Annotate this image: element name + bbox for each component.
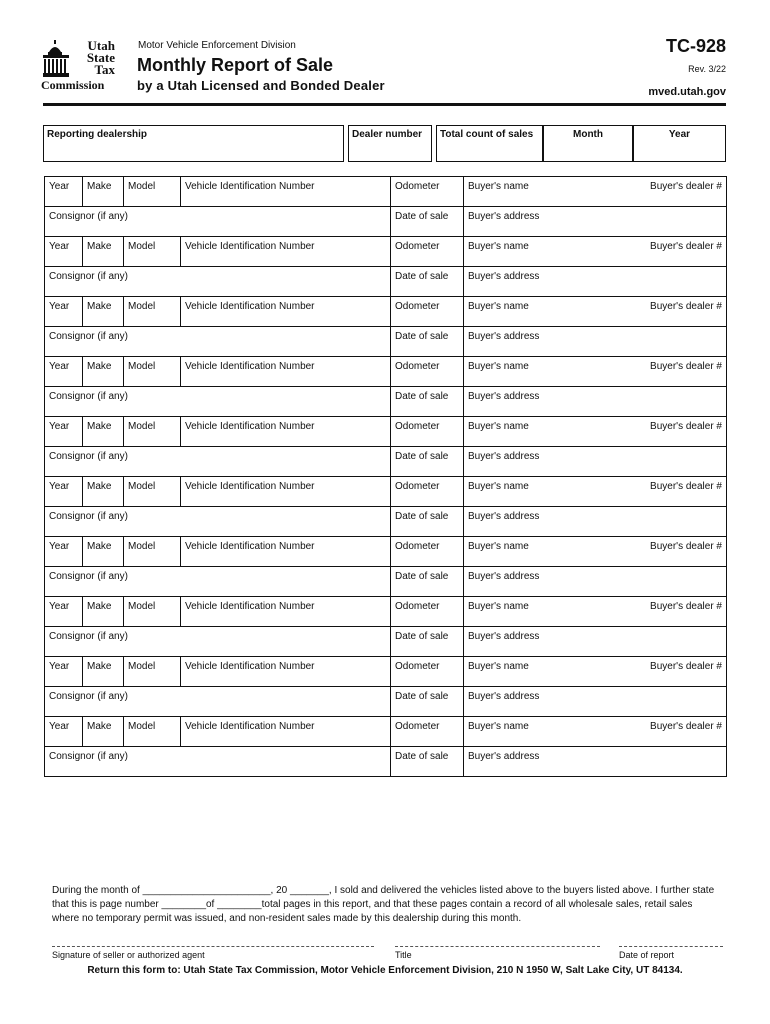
- year-cell-label: Year: [49, 241, 70, 252]
- odometer-cell-label: Odometer: [395, 361, 440, 372]
- make-cell-label: Make: [87, 301, 112, 312]
- certification-statement: During the month of _______________________, 20 _______, I sold and delivered the vehicles listed above to the buyers listed above. I further state that this is page number ________of ________total pages in this report, and that these pages contain a record of all wholesale sales, retail sales where no temporary permit was issued, and non-resident sales made by this dealership during this month.: [52, 885, 715, 924]
- buyer-address-label: Buyer's address: [468, 691, 540, 702]
- buyer-name-label: Buyer's name: [468, 241, 529, 252]
- date-of-sale-label: Date of sale: [395, 211, 449, 222]
- buyer-dealer-label: Buyer's dealer #: [650, 361, 722, 372]
- consignor-label: Consignor (if any): [49, 451, 128, 462]
- consignor-label: Consignor (if any): [49, 211, 128, 222]
- date-of-sale-cell[interactable]: [391, 567, 464, 597]
- year-cell-label: Year: [49, 301, 70, 312]
- vin-cell-label: Vehicle Identification Number: [185, 481, 315, 492]
- vin-cell-label: Vehicle Identification Number: [185, 181, 315, 192]
- header-rule: [43, 103, 726, 106]
- date-of-sale-cell[interactable]: [391, 627, 464, 657]
- year-cell[interactable]: [45, 597, 83, 627]
- date-of-sale-label: Date of sale: [395, 511, 449, 522]
- make-cell[interactable]: [83, 477, 124, 507]
- date-of-sale-label: Date of sale: [395, 331, 449, 342]
- date-of-sale-label: Date of sale: [395, 751, 449, 762]
- vehicle-row-bottom: [45, 387, 727, 417]
- buyer-dealer-cell[interactable]: [644, 237, 727, 267]
- buyer-name-cell[interactable]: [464, 717, 644, 747]
- year-cell[interactable]: [45, 237, 83, 267]
- logo-word-tax: Tax: [94, 62, 115, 77]
- odometer-cell[interactable]: [391, 717, 464, 747]
- vehicle-row-top: [45, 717, 727, 747]
- vehicle-row-bottom: [45, 627, 727, 657]
- buyer-address-label: Buyer's address: [468, 571, 540, 582]
- vin-cell[interactable]: [181, 237, 391, 267]
- make-cell-label: Make: [87, 181, 112, 192]
- vin-cell-label: Vehicle Identification Number: [185, 721, 315, 732]
- year-label: Year: [668, 129, 691, 140]
- year-cell-label: Year: [49, 601, 70, 612]
- dealer-number-field[interactable]: [348, 125, 432, 162]
- odometer-cell-label: Odometer: [395, 661, 440, 672]
- consignor-cell[interactable]: [45, 747, 391, 777]
- odometer-cell-label: Odometer: [395, 241, 440, 252]
- title-line[interactable]: [395, 946, 600, 947]
- vehicle-row-bottom: [45, 327, 727, 357]
- make-cell[interactable]: [83, 657, 124, 687]
- form-subtitle: by a Utah Licensed and Bonded Dealer: [137, 78, 385, 93]
- vehicle-row-bottom: [45, 447, 727, 477]
- capitol-building-icon: [43, 40, 69, 78]
- make-cell[interactable]: [83, 417, 124, 447]
- consignor-cell[interactable]: [45, 387, 391, 417]
- year-cell-label: Year: [49, 661, 70, 672]
- vehicle-row-top: [45, 417, 727, 447]
- date-of-sale-label: Date of sale: [395, 691, 449, 702]
- odometer-cell-label: Odometer: [395, 421, 440, 432]
- consignor-cell[interactable]: [45, 207, 391, 237]
- make-cell-label: Make: [87, 361, 112, 372]
- model-cell[interactable]: [124, 717, 181, 747]
- buyer-dealer-label: Buyer's dealer #: [650, 301, 722, 312]
- month-label: Month: [573, 129, 603, 140]
- buyer-name-label: Buyer's name: [468, 361, 529, 372]
- buyer-dealer-label: Buyer's dealer #: [650, 661, 722, 672]
- date-of-sale-label: Date of sale: [395, 391, 449, 402]
- logo-word-utah: Utah: [87, 38, 115, 53]
- buyer-name-cell[interactable]: [464, 477, 644, 507]
- date-of-sale-cell[interactable]: [391, 747, 464, 777]
- year-cell-label: Year: [49, 481, 70, 492]
- vehicle-row-top: [45, 237, 727, 267]
- vin-cell-label: Vehicle Identification Number: [185, 601, 315, 612]
- make-cell[interactable]: [83, 717, 124, 747]
- year-cell[interactable]: [45, 477, 83, 507]
- vin-cell[interactable]: [181, 177, 391, 207]
- buyer-dealer-cell[interactable]: [644, 597, 727, 627]
- odometer-cell-label: Odometer: [395, 721, 440, 732]
- logo-word-state: State: [86, 50, 115, 65]
- make-cell-label: Make: [87, 541, 112, 552]
- division-name: Motor Vehicle Enforcement Division: [138, 40, 296, 51]
- make-cell[interactable]: [83, 357, 124, 387]
- consignor-label: Consignor (if any): [49, 691, 128, 702]
- model-cell-label: Model: [128, 301, 156, 312]
- buyer-dealer-cell[interactable]: [644, 717, 727, 747]
- model-cell[interactable]: [124, 537, 181, 567]
- buyer-address-label: Buyer's address: [468, 631, 540, 642]
- odometer-cell[interactable]: [391, 357, 464, 387]
- consignor-cell[interactable]: [45, 507, 391, 537]
- make-cell-label: Make: [87, 481, 112, 492]
- buyer-address-cell[interactable]: [464, 267, 727, 297]
- consignor-label: Consignor (if any): [49, 331, 128, 342]
- buyer-name-cell[interactable]: [464, 657, 644, 687]
- model-cell-label: Model: [128, 181, 156, 192]
- model-cell-label: Model: [128, 421, 156, 432]
- vehicle-row-bottom: [45, 567, 727, 597]
- return-address: Return this form to: Utah State Tax Commission, Motor Vehicle Enforcement Division, 210 N 1950 W, Salt Lake City, UT 84134.: [87, 965, 683, 976]
- date-of-sale-label: Date of sale: [395, 571, 449, 582]
- year-field[interactable]: [633, 125, 726, 162]
- odometer-cell-label: Odometer: [395, 181, 440, 192]
- buyer-name-label: Buyer's name: [468, 481, 529, 492]
- buyer-address-cell[interactable]: [464, 687, 727, 717]
- make-cell-label: Make: [87, 421, 112, 432]
- buyer-dealer-label: Buyer's dealer #: [650, 721, 722, 732]
- buyer-name-label: Buyer's name: [468, 421, 529, 432]
- odometer-cell-label: Odometer: [395, 301, 440, 312]
- buyer-address-label: Buyer's address: [468, 271, 540, 282]
- buyer-name-cell[interactable]: [464, 597, 644, 627]
- date-line[interactable]: [619, 946, 723, 947]
- buyer-name-label: Buyer's name: [468, 541, 529, 552]
- vehicle-row-top: [45, 537, 727, 567]
- buyer-address-label: Buyer's address: [468, 511, 540, 522]
- consignor-label: Consignor (if any): [49, 631, 128, 642]
- buyer-name-label: Buyer's name: [468, 301, 529, 312]
- buyer-dealer-label: Buyer's dealer #: [650, 481, 722, 492]
- buyer-dealer-label: Buyer's dealer #: [650, 601, 722, 612]
- odometer-cell[interactable]: [391, 597, 464, 627]
- vin-cell[interactable]: [181, 597, 391, 627]
- date-of-sale-label: Date of sale: [395, 271, 449, 282]
- make-cell[interactable]: [83, 177, 124, 207]
- buyer-dealer-cell[interactable]: [644, 537, 727, 567]
- year-cell[interactable]: [45, 717, 83, 747]
- consignor-cell[interactable]: [45, 327, 391, 357]
- buyer-dealer-cell[interactable]: [644, 297, 727, 327]
- buyer-name-label: Buyer's name: [468, 601, 529, 612]
- consignor-label: Consignor (if any): [49, 391, 128, 402]
- consignor-label: Consignor (if any): [49, 751, 128, 762]
- buyer-name-cell[interactable]: [464, 177, 644, 207]
- vin-cell[interactable]: [181, 657, 391, 687]
- buyer-name-label: Buyer's name: [468, 721, 529, 732]
- odometer-cell-label: Odometer: [395, 481, 440, 492]
- vehicle-row-top: [45, 177, 727, 207]
- buyer-address-cell[interactable]: [464, 447, 727, 477]
- buyer-address-cell[interactable]: [464, 627, 727, 657]
- odometer-cell[interactable]: [391, 477, 464, 507]
- vin-cell-label: Vehicle Identification Number: [185, 301, 315, 312]
- vin-cell-label: Vehicle Identification Number: [185, 241, 315, 252]
- vehicle-row-bottom: [45, 507, 727, 537]
- vin-cell[interactable]: [181, 537, 391, 567]
- odometer-cell-label: Odometer: [395, 601, 440, 612]
- odometer-cell[interactable]: [391, 657, 464, 687]
- title-label: Title: [395, 950, 412, 960]
- date-of-sale-cell[interactable]: [391, 327, 464, 357]
- vin-cell-label: Vehicle Identification Number: [185, 541, 315, 552]
- model-cell-label: Model: [128, 481, 156, 492]
- consignor-cell[interactable]: [45, 687, 391, 717]
- vin-cell[interactable]: [181, 357, 391, 387]
- model-cell-label: Model: [128, 241, 156, 252]
- buyer-dealer-label: Buyer's dealer #: [650, 181, 722, 192]
- make-cell[interactable]: [83, 297, 124, 327]
- dealer-number-label: Dealer number: [352, 129, 423, 140]
- make-cell-label: Make: [87, 241, 112, 252]
- buyer-name-cell[interactable]: [464, 357, 644, 387]
- date-of-sale-label: Date of sale: [395, 631, 449, 642]
- year-cell[interactable]: [45, 537, 83, 567]
- model-cell[interactable]: [124, 177, 181, 207]
- month-field[interactable]: [543, 125, 633, 162]
- vehicle-row-top: [45, 597, 727, 627]
- model-cell-label: Model: [128, 661, 156, 672]
- buyer-address-label: Buyer's address: [468, 331, 540, 342]
- buyer-address-cell[interactable]: [464, 747, 727, 777]
- total-count-label: Total count of sales: [440, 129, 534, 140]
- model-cell[interactable]: [124, 297, 181, 327]
- year-cell-label: Year: [49, 421, 70, 432]
- signature-line[interactable]: [52, 946, 374, 947]
- vehicle-sales-table: [44, 176, 727, 777]
- year-cell-label: Year: [49, 541, 70, 552]
- buyer-dealer-label: Buyer's dealer #: [650, 541, 722, 552]
- date-of-sale-label: Date of sale: [395, 451, 449, 462]
- vehicle-row-top: [45, 477, 727, 507]
- buyer-dealer-cell[interactable]: [644, 357, 727, 387]
- website-link[interactable]: mved.utah.gov: [648, 86, 726, 98]
- signature-label: Signature of seller or authorized agent: [52, 950, 205, 960]
- odometer-cell[interactable]: [391, 537, 464, 567]
- reporting-dealership-field[interactable]: [43, 125, 344, 162]
- vin-cell[interactable]: [181, 297, 391, 327]
- model-cell-label: Model: [128, 721, 156, 732]
- year-cell[interactable]: [45, 357, 83, 387]
- consignor-label: Consignor (if any): [49, 511, 128, 522]
- year-cell[interactable]: [45, 657, 83, 687]
- model-cell-label: Model: [128, 601, 156, 612]
- model-cell-label: Model: [128, 541, 156, 552]
- vin-cell-label: Vehicle Identification Number: [185, 661, 315, 672]
- year-cell[interactable]: [45, 297, 83, 327]
- consignor-cell[interactable]: [45, 627, 391, 657]
- buyer-address-cell[interactable]: [464, 327, 727, 357]
- model-cell[interactable]: [124, 357, 181, 387]
- buyer-address-label: Buyer's address: [468, 451, 540, 462]
- vehicle-row-bottom: [45, 207, 727, 237]
- logo-wordmark: [67, 40, 115, 76]
- make-cell-label: Make: [87, 661, 112, 672]
- year-cell-label: Year: [49, 181, 70, 192]
- reporting-dealership-label: Reporting dealership: [47, 129, 148, 140]
- revision-date: Rev. 3/22: [688, 64, 726, 74]
- buyer-dealer-label: Buyer's dealer #: [650, 241, 722, 252]
- buyer-dealer-label: Buyer's dealer #: [650, 421, 722, 432]
- total-count-field[interactable]: [436, 125, 543, 162]
- year-cell-label: Year: [49, 721, 70, 732]
- utah-state-tax-commission-logo: [43, 40, 115, 94]
- model-cell[interactable]: [124, 417, 181, 447]
- form-title: Monthly Report of Sale: [137, 55, 334, 75]
- date-of-sale-cell[interactable]: [391, 687, 464, 717]
- make-cell[interactable]: [83, 237, 124, 267]
- vehicle-row-top: [45, 357, 727, 387]
- consignor-cell[interactable]: [45, 267, 391, 297]
- consignor-cell[interactable]: [45, 447, 391, 477]
- buyer-name-label: Buyer's name: [468, 181, 529, 192]
- odometer-cell[interactable]: [391, 417, 464, 447]
- buyer-address-label: Buyer's address: [468, 391, 540, 402]
- odometer-cell[interactable]: [391, 297, 464, 327]
- buyer-name-cell[interactable]: [464, 537, 644, 567]
- buyer-dealer-cell[interactable]: [644, 417, 727, 447]
- logo-word-commission: Commission: [41, 78, 105, 92]
- make-cell[interactable]: [83, 597, 124, 627]
- model-cell-label: Model: [128, 361, 156, 372]
- vin-cell[interactable]: [181, 717, 391, 747]
- form-number: TC-928: [665, 36, 726, 56]
- buyer-address-cell[interactable]: [464, 387, 727, 417]
- year-cell[interactable]: [45, 177, 83, 207]
- buyer-name-label: Buyer's name: [468, 661, 529, 672]
- model-cell[interactable]: [124, 237, 181, 267]
- vehicle-sales-body: [45, 177, 727, 777]
- make-cell-label: Make: [87, 721, 112, 732]
- make-cell-label: Make: [87, 601, 112, 612]
- vehicle-row-bottom: [45, 747, 727, 777]
- vin-cell[interactable]: [181, 477, 391, 507]
- buyer-dealer-cell[interactable]: [644, 477, 727, 507]
- buyer-address-label: Buyer's address: [468, 751, 540, 762]
- date-of-sale-cell[interactable]: [391, 387, 464, 417]
- model-cell[interactable]: [124, 657, 181, 687]
- vehicle-row-top: [45, 657, 727, 687]
- consignor-label: Consignor (if any): [49, 571, 128, 582]
- vin-cell-label: Vehicle Identification Number: [185, 361, 315, 372]
- model-cell[interactable]: [124, 597, 181, 627]
- vin-cell-label: Vehicle Identification Number: [185, 421, 315, 432]
- buyer-dealer-cell[interactable]: [644, 177, 727, 207]
- vin-cell[interactable]: [181, 417, 391, 447]
- odometer-cell-label: Odometer: [395, 541, 440, 552]
- buyer-dealer-cell[interactable]: [644, 657, 727, 687]
- date-of-sale-cell[interactable]: [391, 207, 464, 237]
- model-cell[interactable]: [124, 477, 181, 507]
- buyer-address-label: Buyer's address: [468, 211, 540, 222]
- vehicle-row-bottom: [45, 687, 727, 717]
- buyer-name-cell[interactable]: [464, 237, 644, 267]
- buyer-name-cell[interactable]: [464, 297, 644, 327]
- year-cell[interactable]: [45, 417, 83, 447]
- make-cell[interactable]: [83, 537, 124, 567]
- date-of-sale-cell[interactable]: [391, 267, 464, 297]
- consignor-cell[interactable]: [45, 567, 391, 597]
- buyer-name-cell[interactable]: [464, 417, 644, 447]
- date-of-sale-cell[interactable]: [391, 447, 464, 477]
- buyer-address-cell[interactable]: [464, 207, 727, 237]
- odometer-cell[interactable]: [391, 237, 464, 267]
- buyer-address-cell[interactable]: [464, 567, 727, 597]
- vehicle-row-bottom: [45, 267, 727, 297]
- date-of-sale-cell[interactable]: [391, 507, 464, 537]
- year-cell-label: Year: [49, 361, 70, 372]
- date-of-report-label: Date of report: [619, 950, 675, 960]
- vehicle-row-top: [45, 297, 727, 327]
- buyer-address-cell[interactable]: [464, 507, 727, 537]
- odometer-cell[interactable]: [391, 177, 464, 207]
- consignor-label: Consignor (if any): [49, 271, 128, 282]
